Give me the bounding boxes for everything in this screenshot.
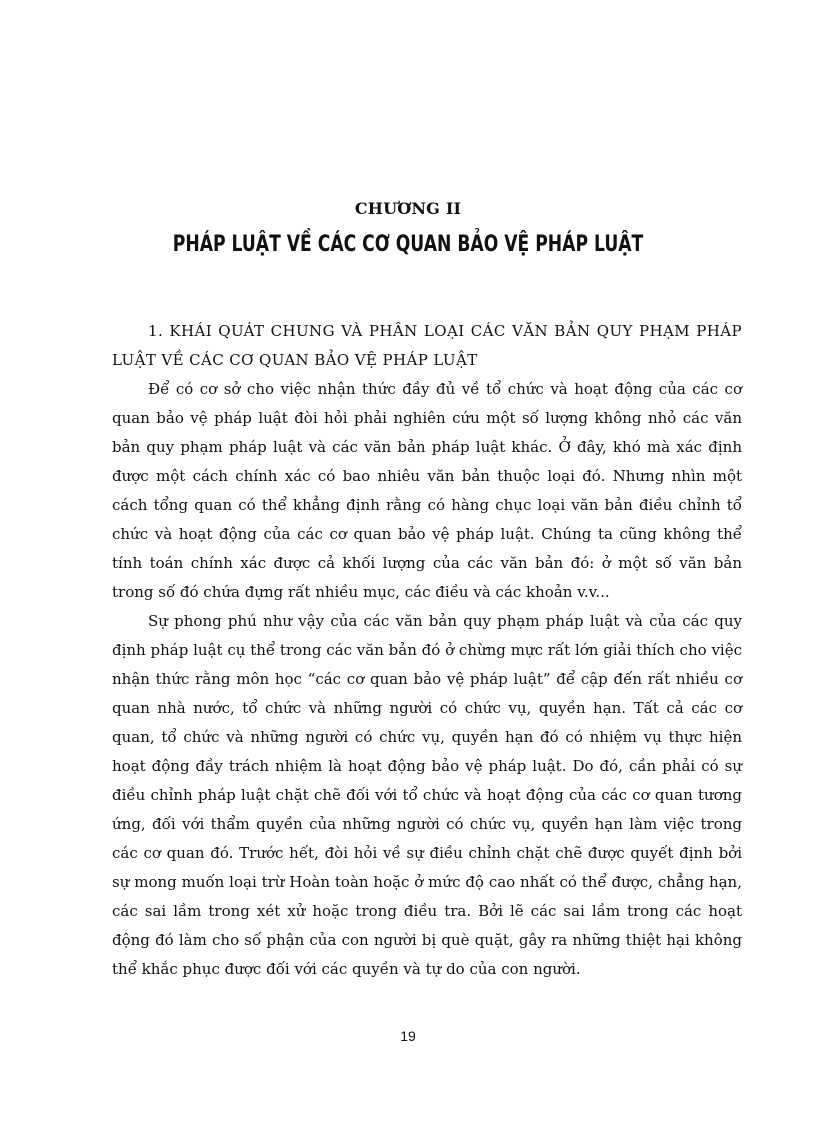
body-text (112, 317, 742, 984)
paragraph: Sự phong phú như vậy của các văn bản quy phạm pháp luật và của các quy định pháp luật cụ thể trong các văn bản đó ở chừng mực rất lớn giải thích cho việc nhận thức rằng môn học “các cơ quan bảo vệ pháp luật” để cập đến rất nhiều cơ quan nhà nước, tổ chức và những người có chức vụ, quyền hạn. Tất cả các cơ quan, tổ chức và những người có chức vụ, quyền hạn đó có nhiệm vụ thực hiện hoạt động đầy trách nhiệm là hoạt động bảo vệ pháp luật. Do đó, cần phải có sự điều chỉnh pháp luật chặt chẽ đối với tổ chức và hoạt động của các cơ quan tương ứng, đối với thẩm quyền của những người có chức vụ, quyền hạn làm việc trong các cơ quan đó. Trước hết, đòi hỏi về sự điều chỉnh chặt chẽ được quyết định bởi sự mong muốn loại trừ Hoàn toàn hoặc ở mức độ cao nhất có thể được, chẳng hạn, các sai lầm trong xét xử hoặc trong điều tra. Bởi lẽ các sai lầm trong các hoạt động đó làm cho số phận của con người bị què quặt, gây ra những thiệt hại không thể khắc phục được đối với các quyền và tự do của con người. (112, 612, 742, 978)
section-heading: 1. KHÁI QUÁT CHUNG VÀ PHÂN LOẠI CÁC VĂN BẢN QUY PHẠM PHÁP LUẬT VỀ CÁC CƠ QUAN BẢO VỆ PHÁP LUẬT (112, 322, 742, 369)
page-number: 19 (400, 1028, 416, 1044)
chapter-title: PHÁP LUẬT VỀ CÁC CƠ QUAN BẢO VỆ PHÁP LUẬT (172, 232, 644, 257)
paragraph: Để có cơ sở cho việc nhận thức đầy đủ về tổ chức và hoạt động của các cơ quan bảo vệ pháp luật đòi hỏi phải nghiên cứu một số lượng không nhỏ các văn bản quy phạm pháp luật và các văn bản pháp luật khác. Ở đây, khó mà xác định được một cách chính xác có bao nhiêu văn bản thuộc loại đó. Nhưng nhìn một cách tổng quan có thể khẳng định rằng có hàng chục loại văn bản điều chỉnh tổ chức và hoạt động của các cơ quan bảo vệ pháp luật. Chúng ta cũng không thể tính toán chính xác được cả khối lượng của các văn bản đó: ở một số văn bản trong số đó chứa đựng rất nhiều mục, các điều và các khoản v.v... (112, 380, 742, 601)
chapter-label: CHƯƠNG II (354, 199, 462, 218)
